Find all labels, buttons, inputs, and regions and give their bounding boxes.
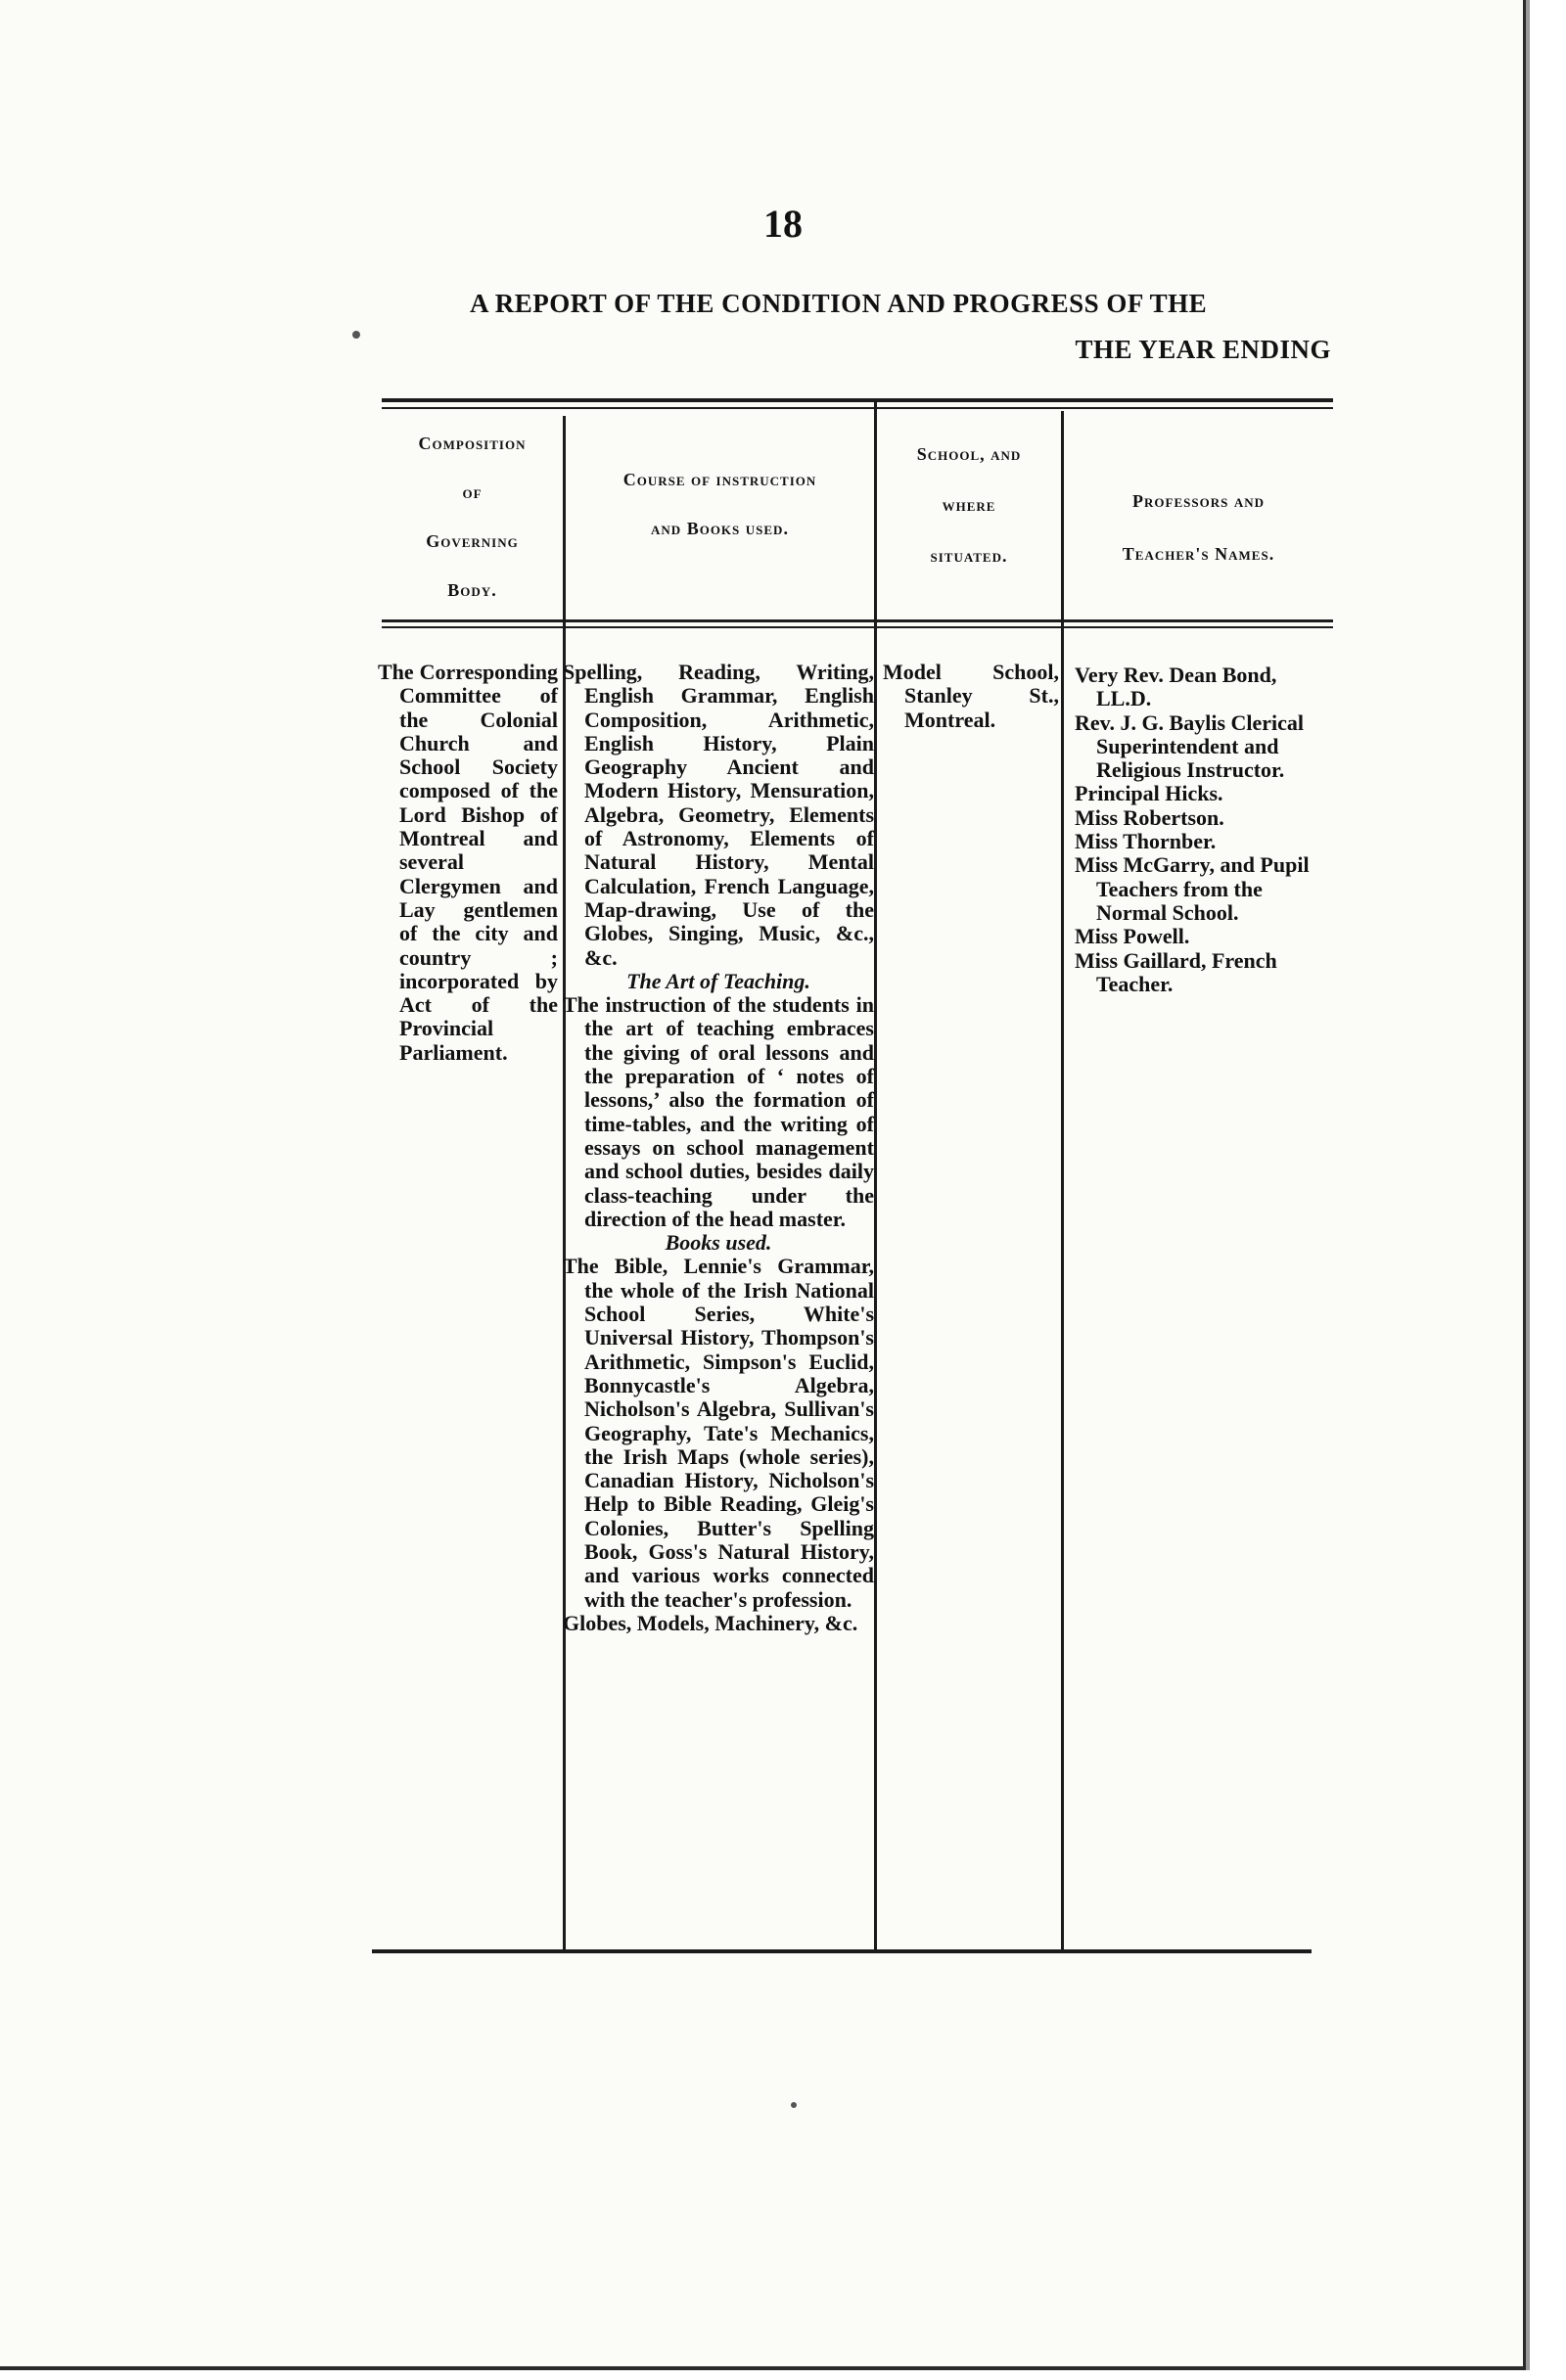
header-course (566, 455, 874, 553)
table-top-rule (382, 398, 1333, 402)
header-line: of (462, 482, 483, 502)
art-of-teaching-heading: The Art of Teaching. (626, 968, 810, 993)
teacher-entry: Miss McGarry, and Pupil Teachers from the Normal School. (1075, 852, 1310, 925)
equipment-text: Globes, Models, Machinery, &c. (563, 1610, 858, 1635)
header-teachers (1064, 475, 1333, 580)
teachers-cell (1075, 664, 1327, 996)
teacher-entry: Miss Powell. (1075, 924, 1190, 949)
header-line: Teacher's Names. (1122, 544, 1275, 564)
header-line: Professors and (1132, 491, 1265, 511)
governing-body-cell (378, 661, 558, 1065)
books-used-text: The Bible, Lennie's Grammar, the whole of the Irish National School Series, White's Universal History, Thompson's Arithmetic, Simpson's Euclid, Bonnycastle's Algebra, Nicholson's Algebra, Sullivan's Geography, Tate's Mechanics, the Irish Maps (whole series), Canadian History, Nicholson's Help to Bible Reading, Gleig's Colonies, Butter's Spelling Book, Goss's Natural History, and various works connected with the teacher's profession. (563, 1254, 874, 1612)
column-divider-3 (1061, 411, 1064, 1950)
table-top-rule-thin (382, 407, 1333, 409)
teacher-entry: Miss Robertson. (1075, 804, 1224, 830)
course-subjects-text: Spelling, Reading, Writing, English Grammar, English Composition, Arithmetic, English History, Plain Geography Ancient and Modern History, Mensuration, Algebra, Geometry, Elements of Astronomy, Elements of Natural History, Mental Calculation, French Language, Map-drawing, Use of the Globes, Singing, Music, &c., &c. (563, 660, 874, 970)
column-divider-2 (874, 401, 877, 1950)
teacher-entry: Very Rev. Dean Bond, LL.D. (1075, 663, 1277, 711)
header-bottom-rule (382, 619, 1333, 622)
header-line: Governing (426, 531, 519, 551)
header-governing-body (382, 419, 563, 615)
books-used-heading: Books used. (665, 1230, 772, 1256)
teacher-entry: Principal Hicks. (1075, 781, 1223, 806)
header-line: Composition (418, 434, 527, 453)
header-line: and Books used. (651, 519, 789, 538)
header-line: School, and (916, 444, 1022, 464)
header-line: Course of instruction (622, 470, 817, 489)
school-cell (883, 661, 1059, 732)
header-line: Body. (447, 580, 497, 600)
art-of-teaching-text: The instruction of the students in the art of teaching embraces the giving of oral lessons and the preparation of ‘ notes of lessons,’ also the formation of time-tables, and the writing of essays on school management and school duties, besides daily class-teaching under the direction of the head master. (563, 992, 874, 1231)
report-subtitle: THE YEAR ENDING (1075, 335, 1331, 364)
teacher-entry: Miss Thornber. (1075, 829, 1217, 854)
school-location-text: Model School, Stanley St., Montreal. (883, 660, 1059, 732)
teacher-entry: Rev. J. G. Baylis Clerical Superintendent and Religious Instructor. (1075, 709, 1305, 783)
governing-body-text: The Corresponding Committee of the Colonial Church and School Society composed of the Lord Bishop of Montreal and several Clergymen and Lay gentlemen of the city and country ; incorporated by Act of the Provincial Parliament. (378, 660, 558, 1065)
header-school (877, 429, 1061, 581)
page-number: 18 (763, 202, 803, 246)
stain-mark (791, 2102, 797, 2108)
stain-mark (352, 331, 360, 339)
header-line: situated. (930, 546, 1008, 566)
teacher-entry: Miss Gaillard, French Teacher. (1075, 947, 1277, 996)
course-cell (563, 661, 874, 1635)
table-bottom-rule (372, 1949, 1312, 1953)
header-bottom-rule-thin (382, 626, 1333, 628)
report-title: A REPORT OF THE CONDITION AND PROGRESS OF THE (470, 289, 1208, 318)
header-line: where (942, 495, 996, 515)
